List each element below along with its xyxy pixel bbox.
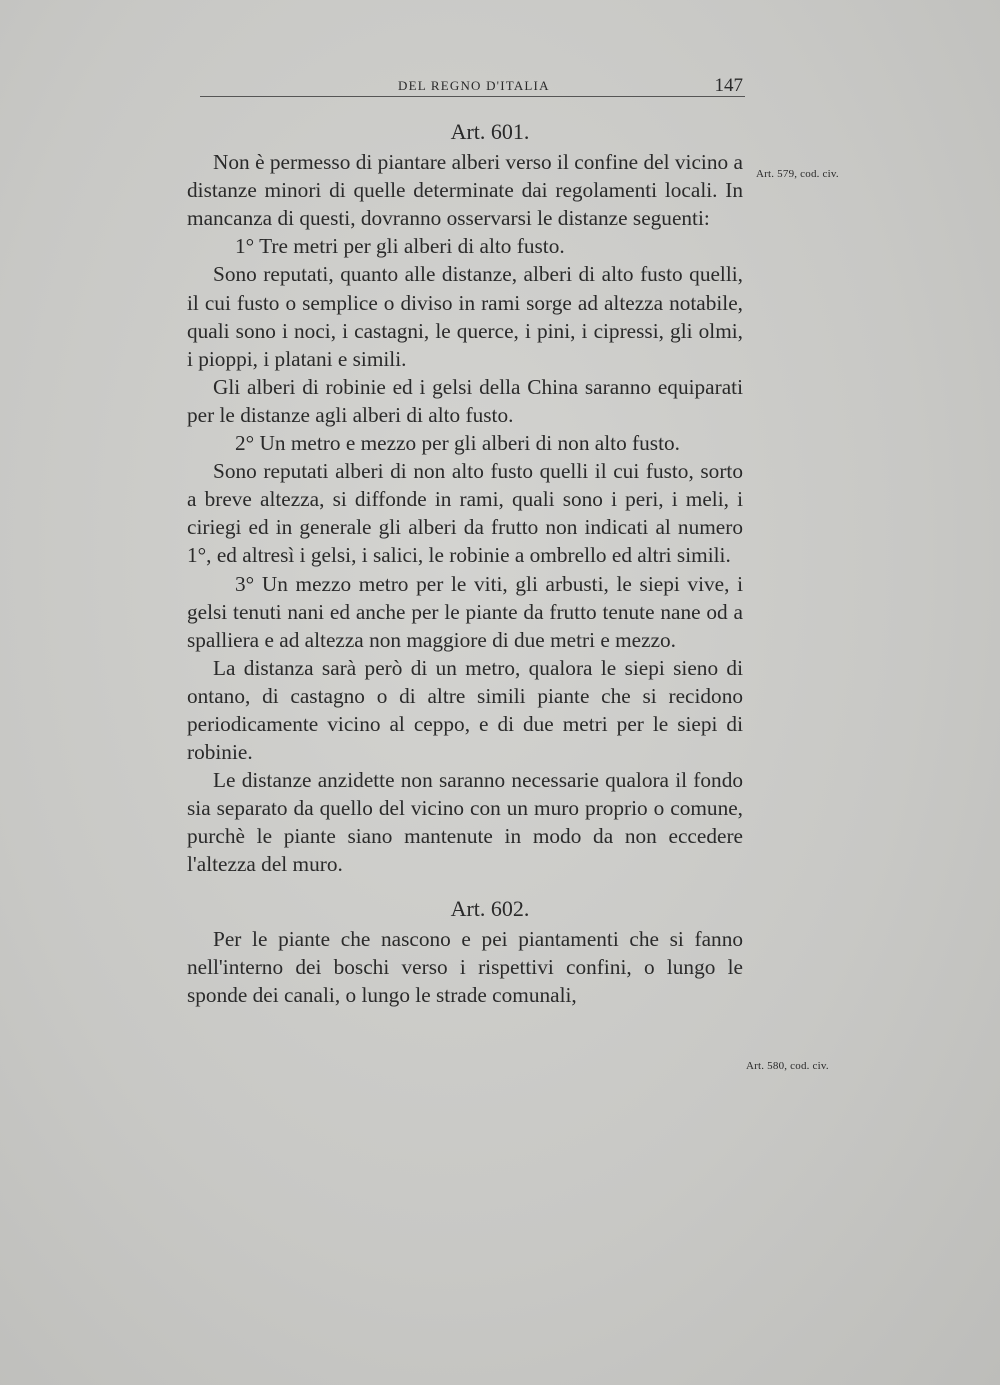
page-body — [187, 118, 743, 1009]
article-601-paragraph: 2° Un metro e mezzo per gli alberi di non alto fusto. — [235, 431, 680, 456]
article-601-paragraph: 3° Un mezzo metro per le viti, gli arbusti, le siepi vive, i gelsi tenuti nani ed anche per le piante da frutto tenute nane od a spalliera e ad altezza non maggiore di due metri e mezzo. — [187, 571, 743, 652]
article-601-heading: Art. 601. — [450, 119, 530, 144]
article-602-heading: Art. 602. — [450, 895, 530, 921]
article-601-paragraph: Gli alberi di robinie ed i gelsi della China saranno equiparati per le distanze agli alberi di alto fusto. — [187, 374, 743, 427]
header-rule — [200, 96, 745, 97]
article-601-paragraph: Sono reputati alberi di non alto fusto quelli il cui fusto, sorto a breve altezza, si diffonde in rami, quali sono i peri, i meli, i ciriegi ed in generale gli alberi da frutto non indicati al numero 1°, ed altresì i gelsi, i salici, le robinie a ombrello ed altri simili. — [187, 459, 743, 568]
page-header — [200, 74, 745, 98]
article-601-paragraph: Sono reputati, quanto alle distanze, alberi di alto fusto quelli, il cui fusto o semplice o diviso in rami sorge ad altezza notabile, quali sono i noci, i castagni, le querce, i pini, i cipressi, gli olmi, i pioppi, i platani e simili. — [187, 262, 743, 371]
article-601-paragraph: Non è permesso di piantare alberi verso il confine del vicino a distanze minori di quelle determinate dai regolamenti locali. In mancanza di questi, dovranno osservarsi le distanze seguenti: — [187, 150, 743, 231]
running-title: DEL REGNO D'ITALIA — [398, 78, 550, 93]
article-602-paragraph: Per le piante che nascono e pei piantamenti che si fanno nell'interno dei boschi verso i rispettivi confini, o lungo le sponde dei canali, o lungo le strade comunali, — [187, 926, 743, 1007]
page-number: 147 — [714, 75, 743, 96]
article-601-paragraph: 1° Tre metri per gli alberi di alto fusto. — [235, 234, 565, 259]
article-601-paragraph: La distanza sarà però di un metro, qualora le siepi sieno di ontano, di castagno o di altre simili piante che si recidono periodicamente vicino al ceppo, e di due metri per le siepi di robinie. — [187, 655, 743, 765]
margin-note-article-602: Art. 580, cod. civ. — [746, 1060, 829, 1072]
margin-note-article-601: Art. 579, cod. civ. — [756, 168, 839, 180]
article-601-paragraph: Le distanze anzidette non saranno necessarie qualora il fondo sia separato da quello del vicino con un muro proprio o comune, purchè le piante siano mantenute in modo da non eccedere l'altezza del muro. — [187, 768, 743, 877]
